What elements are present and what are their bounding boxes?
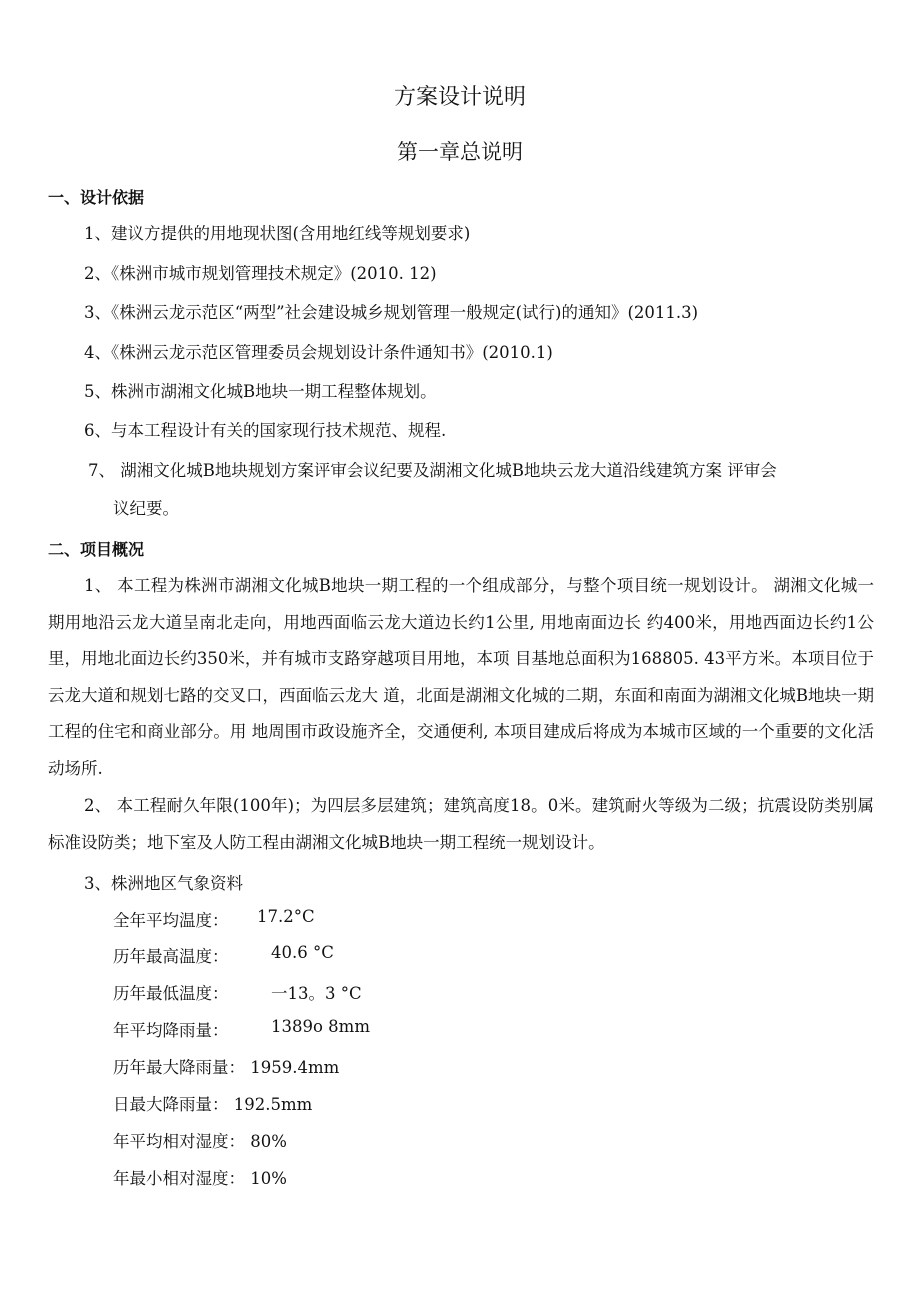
climate-label: 历年最大降雨量： — [113, 1058, 245, 1077]
climate-label: 历年最高温度： — [113, 947, 229, 966]
climate-row — [113, 1054, 339, 1078]
climate-value: 一13。3 °C — [271, 984, 362, 1003]
climate-row — [113, 980, 362, 1004]
climate-row — [113, 907, 315, 931]
climate-row — [113, 943, 334, 967]
climate-value: 10% — [250, 1169, 287, 1188]
climate-row — [113, 1128, 287, 1152]
climate-label: 日最大降雨量： — [113, 1095, 229, 1114]
basis-item-7: 7、 湖湘文化城B地块规划方案评审会议纪要及湖湘文化城B地块云龙大道沿线建筑方案 评审会 — [88, 461, 777, 480]
climate-value: 40.6 °C — [271, 943, 334, 962]
climate-label: 全年平均温度： — [113, 911, 229, 930]
section-heading-overview: 二、项目概况 — [48, 540, 145, 559]
climate-label: 年平均相对湿度： — [113, 1132, 245, 1151]
overview-paragraph-2: 2、 本工程耐久年限(100年)；为四层多层建筑；建筑高度18。0米。建筑耐火等级为二级；抗震设防类别属标准设防类；地下室及人防工程由湖湘文化城B地块一期工程统一规划设计。 — [48, 796, 874, 852]
basis-item-4: 4、《株洲云龙示范区管理委员会规划设计条件通知书》(2010.1) — [84, 343, 553, 362]
climate-row — [113, 1091, 312, 1115]
document-title: 方案设计说明 — [393, 85, 526, 110]
climate-value: 1959.4mm — [250, 1058, 340, 1077]
basis-item-5: 5、株洲市湖湘文化城B地块一期工程整体规划。 — [84, 382, 437, 401]
climate-value: 80% — [250, 1132, 287, 1151]
section-heading-basis: 一、设计依据 — [48, 188, 145, 207]
climate-row — [113, 1165, 287, 1189]
climate-heading: 3、株洲地区气象资料 — [84, 874, 243, 893]
climate-value: 192.5mm — [233, 1095, 313, 1114]
basis-item-6: 6、与本工程设计有关的国家现行技术规范、规程. — [84, 421, 447, 440]
chapter-title: 第一章总说明 — [397, 140, 523, 164]
overview-paragraph-1: 1、 本工程为株洲市湖湘文化城B地块一期工程的一个组成部分，与整个项目统一规划设计。 湖湘文化城一期用地沿云龙大道呈南北走向，用地西面临云龙大道边长约1公里, 用地南面边长 约400米，用地西面边长约1公里，用地北面边长约350米，并有城市支路穿越项目用地，本项 目基地总面积为168805. 43平方米。本项目位于云龙大道和规划七路的交叉口，西面临云龙大 道，北面是湖湘文化城的二期，东面和南面为湖湘文化城B地块一期工程的住宅和商业部分。用 地周围市政设施齐全，交通便利, 本项目建成后将成为本城市区域的一个重要的文化活动场所. — [48, 576, 874, 778]
climate-label: 年平均降雨量： — [113, 1021, 229, 1040]
climate-label: 年最小相对湿度： — [113, 1169, 245, 1188]
climate-row — [113, 1017, 370, 1041]
climate-value: 1389o 8mm — [271, 1017, 370, 1036]
basis-item-2: 2、《株洲市城市规划管理技术规定》(2010. 12) — [84, 264, 437, 283]
basis-item-3: 3、《株洲云龙示范区“两型”社会建设城乡规划管理一般规定(试行)的通知》(2011.3) — [84, 303, 699, 322]
climate-value: 17.2°C — [257, 907, 315, 926]
basis-item-7-cont: 议纪要。 — [113, 499, 179, 518]
climate-label: 历年最低温度： — [113, 984, 229, 1003]
basis-item-1: 1、建议方提供的用地现状图(含用地红线等规划要求) — [84, 224, 471, 243]
